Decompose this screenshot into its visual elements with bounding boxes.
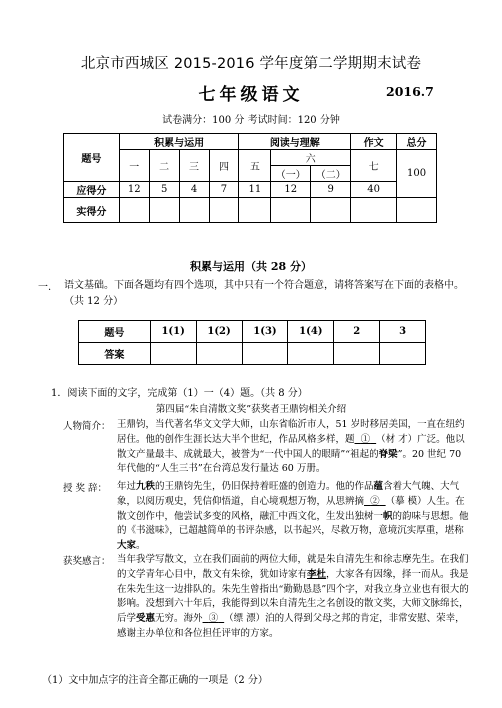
col-2: 二 (149, 150, 179, 182)
score-cell: 4 (179, 182, 209, 198)
actual-cell[interactable] (119, 198, 149, 223)
answer-label: 答案 (79, 343, 151, 365)
answer-cell[interactable] (288, 343, 334, 365)
score-label: 应得分 (64, 182, 120, 198)
col-3: 三 (179, 150, 209, 182)
passage-subtitle: 第四届“朱自清散文奖”获奖者王鼎钧相关介绍 (155, 404, 347, 415)
total-value: 100 (397, 150, 437, 198)
answer-cell[interactable] (150, 343, 196, 365)
col-6: 六 (271, 150, 351, 166)
col-4: 四 (209, 150, 239, 182)
passage-prompt: 1．阅读下面的文字，完成第（1）一（4）题。（共 8 分） (51, 388, 308, 399)
col-6-2: （二） (311, 166, 351, 182)
group-essay: 作文 (351, 134, 397, 150)
blank-1[interactable]: ① (360, 433, 371, 445)
score-row-label: 题号 (64, 134, 120, 182)
score-cell: 9 (311, 182, 351, 198)
answer-cell[interactable] (380, 343, 426, 365)
exam-title: 北京市西城区 2015-2016 学年度第二学期期末试卷 (80, 56, 422, 72)
answer-cell[interactable] (242, 343, 288, 365)
col-6-1: （一） (271, 166, 311, 182)
answer-col: 3 (380, 321, 426, 343)
question-text: 语文基础。下面各题均有四个选项，其中只有一个符合题意，请将答案写在下面的表格中。（共 12 分） (64, 280, 464, 307)
score-cell: 11 (239, 182, 271, 198)
award-text: 年过九秩的王鼎钧先生，仍旧保持着旺盛的创造力。他的作品蕴含着大气魄、大气象，以阅历观史，凭信仰悟道，自心境观想万物，从思辨摘 ② （摹 模）人生。在散文创作中，他尝试多变的风格，融汇中西文化，生发出独树一帜的韵味与思想。他的《书滋味》，已超越简单的书评杂感，以书起兴，尽救万物，意境沉实厚重，堪称大家。 (117, 481, 469, 552)
col-1: 一 (119, 150, 149, 182)
answer-col: 2 (334, 321, 380, 343)
score-cell: 12 (271, 182, 311, 198)
answer-cell[interactable] (196, 343, 242, 365)
award-label: 授 奖 辞： (63, 483, 108, 494)
score-cell: 7 (209, 182, 239, 198)
actual-cell[interactable] (271, 198, 311, 223)
col-5: 五 (239, 150, 271, 182)
score-table (63, 133, 437, 223)
score-cell: 12 (119, 182, 149, 198)
speech-label: 获奖感言： (63, 556, 111, 567)
score-cell: 5 (149, 182, 179, 198)
answer-col: 1(4) (288, 321, 334, 343)
group-total: 总分 (397, 134, 437, 150)
blank-3[interactable]: ③ (208, 613, 219, 625)
section-title: 积累与运用（共 28 分） (190, 260, 312, 273)
speech-text: 当年我学写散文，立在我们面前的两位大师，就是朱自清先生和徐志摩先生。在我们的文学青年心目中，散文有朱徐，犹如诗家有李杜，大家各有因缘，择一而从。我是在朱先生这一边排队的。朱先生曾指出“勤勤恳恳”四个字，对我立身立业也有很大的影响。没想到六十年后，我能得到以朱自清先生之名创设的散文奖，大师文脉绵长，后学受惠无穷。海外 ③ （缥 漂）泊的人得到父母之邦的肯定，非常安慰、荣幸，感谢主办单位和各位担任评审的方家。 (117, 554, 469, 639)
answer-col: 1(3) (242, 321, 288, 343)
bio-label: 人物简介： (63, 421, 111, 432)
actual-cell[interactable] (149, 198, 179, 223)
actual-cell[interactable] (351, 198, 397, 223)
answer-row-label: 题号 (79, 321, 151, 343)
sub-question-1: （1）文中加点字的注音全都正确的一项是（2 分） (42, 675, 268, 686)
exam-meta: 试卷满分：100 分 考试时间：120 分钟 (162, 115, 340, 126)
answer-col: 1(1) (150, 321, 196, 343)
col-7: 七 (351, 150, 397, 182)
blank-2[interactable]: ② (370, 495, 380, 507)
actual-label: 实得分 (64, 198, 120, 223)
question-number: 一. (38, 282, 52, 293)
bio-text: 王鼎钧，当代著名华文文学大师，山东省临沂市人，51 岁时移居美国，一直在纽约居住。他的创作生涯长达大半个世纪，作品风格多样，题 ① （材 才）广泛。他以散文产量最丰、成就最大，被誉为“一代中国人的眼睛”“祖起的脊梁”。20 世纪 70 年代他的“人生三书”在台湾总发行量达 60 万册。 (117, 419, 465, 475)
score-cell: 40 (351, 182, 397, 198)
answer-table (78, 320, 426, 365)
actual-cell[interactable] (179, 198, 209, 223)
exam-subject: 七年级语文 (198, 85, 304, 105)
group-accumulation: 积累与运用 (119, 134, 239, 150)
actual-cell[interactable] (239, 198, 271, 223)
actual-cell[interactable] (209, 198, 239, 223)
answer-cell[interactable] (334, 343, 380, 365)
actual-cell[interactable] (397, 198, 437, 223)
exam-date: 2016.7 (386, 84, 434, 99)
actual-cell[interactable] (311, 198, 351, 223)
group-reading: 阅读与理解 (239, 134, 351, 150)
answer-col: 1(2) (196, 321, 242, 343)
